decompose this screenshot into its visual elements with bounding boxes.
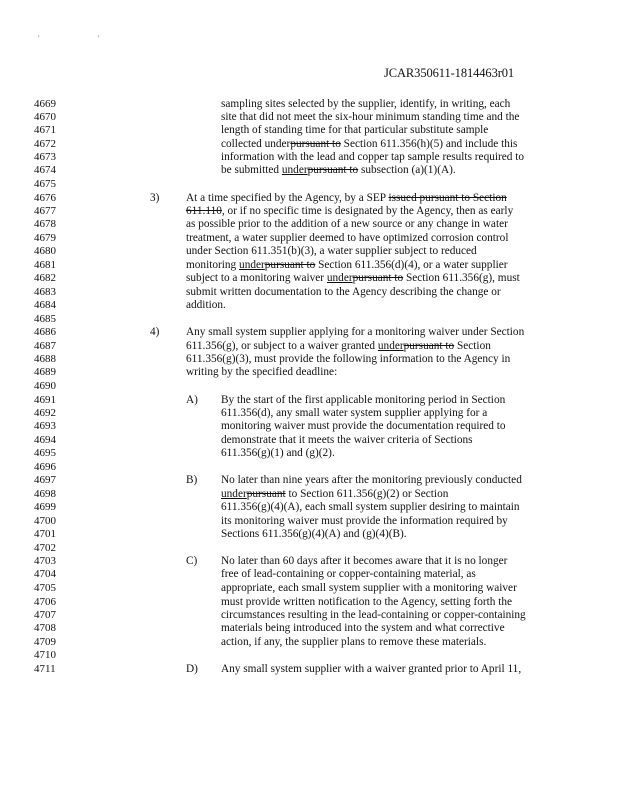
text-line xyxy=(186,272,520,285)
text-run: Section 611.356(h)(5) and include this xyxy=(340,138,518,150)
line-number: 4676 xyxy=(34,192,56,204)
text-line: 611.356(g)(1) and (g)(2). xyxy=(221,447,335,459)
text-run: , or if no specific time is designated by the Agency, then as early xyxy=(221,205,514,217)
text-line: length of standing time for that particular substitute sample xyxy=(221,124,489,136)
line-number: 4703 xyxy=(34,555,56,567)
text-line xyxy=(221,138,517,151)
text-line: 611.356(g)(3), must provide the following information to the Agency in xyxy=(186,353,511,365)
text-line: By the start of the first applicable monitoring period in Section xyxy=(221,394,506,406)
text-line xyxy=(186,205,513,218)
line-number: 4706 xyxy=(34,596,56,608)
line-number: 4673 xyxy=(34,151,56,163)
text-line: addition. xyxy=(186,299,226,311)
line-number: 4671 xyxy=(34,124,56,136)
line-number: 4699 xyxy=(34,501,56,513)
text-run: be submitted xyxy=(221,164,282,176)
line-number: 4692 xyxy=(34,407,56,419)
line-number: 4674 xyxy=(34,164,56,176)
text-line xyxy=(186,340,491,353)
line-number: 4704 xyxy=(34,568,56,580)
line-number: 4677 xyxy=(34,205,56,217)
text-line: materials being introduced into the system and what corrective xyxy=(221,622,505,634)
underline-text: under xyxy=(326,272,353,284)
strike-text: pursuant xyxy=(246,488,286,500)
line-number: 4711 xyxy=(34,663,56,675)
text-run: subject to a monitoring waiver xyxy=(186,272,327,284)
text-line: sampling sites selected by the supplier, identify, in writing, each xyxy=(221,98,511,110)
line-number: 4675 xyxy=(34,178,56,190)
text-run: Section 611.356(g), must xyxy=(403,272,520,284)
line-number: 4696 xyxy=(34,461,56,473)
strike-text: issued pursuant to Section xyxy=(388,192,507,204)
text-line: Any small system supplier applying for a monitoring waiver under Section xyxy=(186,326,525,338)
text-line xyxy=(221,164,456,177)
text-line: No later than 60 days after it becomes aware that it is no longer xyxy=(221,555,508,567)
line-number: 4682 xyxy=(34,272,56,284)
text-line: site that did not meet the six-hour minimum standing time and the xyxy=(221,111,520,123)
line-number: 4672 xyxy=(34,138,56,150)
line-number: 4683 xyxy=(34,286,56,298)
line-number: 4693 xyxy=(34,420,56,432)
text-line: as possible prior to the addition of a new source or any change in water xyxy=(186,218,508,230)
line-number: 4708 xyxy=(34,622,56,634)
line-number: 4689 xyxy=(34,366,56,378)
text-line: treatment, a water supplier deemed to have optimized corrosion control xyxy=(186,232,509,244)
text-line xyxy=(186,259,508,272)
text-line: action, if any, the supplier plans to remove these materials. xyxy=(221,636,487,648)
text-run: At a time specified by the Agency, by a SEP xyxy=(186,192,389,204)
text-run: Section xyxy=(454,340,491,352)
text-run: Section 611.356(d)(4), or a water supplier xyxy=(315,259,508,271)
text-line: circumstances resulting in the lead-containing or copper-containing xyxy=(221,609,526,621)
line-number: 4691 xyxy=(34,394,56,406)
line-number: 4684 xyxy=(34,299,56,311)
text-line: No later than nine years after the monitoring previously conducted xyxy=(221,474,522,486)
line-number: 4709 xyxy=(34,636,56,648)
text-line: Sections 611.356(g)(4)(A) and (g)(4)(B). xyxy=(221,528,407,540)
text-line: writing by the specified deadline: xyxy=(186,366,338,378)
strike-text: pursuant to xyxy=(352,272,404,284)
strike-text: pursuant to xyxy=(290,138,341,150)
line-number: 4697 xyxy=(34,474,56,486)
item-marker: 4) xyxy=(150,326,160,338)
line-number: 4680 xyxy=(34,245,56,257)
document-id: JCAR350611-1814463r01 xyxy=(384,66,515,80)
text-run: 611.356(g), or subject to a waiver granted xyxy=(186,340,378,352)
underline-text: under xyxy=(221,488,247,500)
page-specks: ' ' xyxy=(38,34,127,43)
strike-text: pursuant to xyxy=(403,340,455,352)
line-number: 4685 xyxy=(34,313,56,325)
underline-text: under xyxy=(377,340,404,352)
text-line: appropriate, each small system supplier with a monitoring waiver xyxy=(221,582,517,594)
line-number: 4690 xyxy=(34,380,56,392)
item-marker: 3) xyxy=(150,192,160,204)
item-marker: D) xyxy=(186,663,198,675)
line-number: 4679 xyxy=(34,232,56,244)
line-number: 4688 xyxy=(34,353,56,365)
text-line: submit written documentation to the Agency describing the change or xyxy=(186,286,501,298)
line-number: 4710 xyxy=(34,649,56,661)
line-number: 4695 xyxy=(34,447,56,459)
item-marker: C) xyxy=(186,555,198,567)
line-number: 4702 xyxy=(34,542,56,554)
underline-text: under xyxy=(239,259,265,271)
line-number: 4686 xyxy=(34,326,56,338)
line-number: 4670 xyxy=(34,111,56,123)
underline-text: under xyxy=(281,164,308,176)
line-number: 4678 xyxy=(34,218,56,230)
text-line: information with the lead and copper tap sample results required to xyxy=(221,151,525,163)
strike-text: 611.110 xyxy=(186,205,222,217)
line-number: 4700 xyxy=(34,515,56,527)
line-number: 4705 xyxy=(34,582,56,594)
item-marker: A) xyxy=(186,394,198,406)
line-number: 4694 xyxy=(34,434,56,446)
text-run: to Section 611.356(g)(2) or Section xyxy=(285,488,449,500)
text-line: free of lead-containing or copper-containing material, as xyxy=(221,568,476,580)
line-number: 4701 xyxy=(34,528,56,540)
text-run: collected under xyxy=(221,138,291,150)
line-number: 4707 xyxy=(34,609,56,621)
text-line: demonstrate that it meets the waiver criteria of Sections xyxy=(221,434,473,446)
line-number: 4669 xyxy=(34,98,56,110)
text-run: subsection (a)(1)(A). xyxy=(358,164,456,176)
text-line: under Section 611.351(b)(3), a water supplier subject to reduced xyxy=(186,245,477,257)
strike-text: pursuant to xyxy=(307,164,359,176)
line-number: 4687 xyxy=(34,340,56,352)
text-line: monitoring waiver must provide the documentation required to xyxy=(221,420,506,432)
text-line: 611.356(g)(4)(A), each small system supplier desiring to maintain xyxy=(221,501,520,513)
text-line: its monitoring waiver must provide the information required by xyxy=(221,515,508,527)
strike-text: pursuant to xyxy=(264,259,316,271)
text-line: must provide written notification to the Agency, setting forth the xyxy=(221,596,513,608)
text-line xyxy=(186,192,507,205)
text-line: 611.356(d), any small water system supplier applying for a xyxy=(221,407,488,419)
text-line xyxy=(221,488,448,501)
item-marker: B) xyxy=(186,474,198,486)
text-run: monitoring xyxy=(186,259,240,271)
line-number: 4698 xyxy=(34,488,56,500)
line-number: 4681 xyxy=(34,259,56,271)
text-line: Any small system supplier with a waiver granted prior to April 11, xyxy=(221,663,522,675)
